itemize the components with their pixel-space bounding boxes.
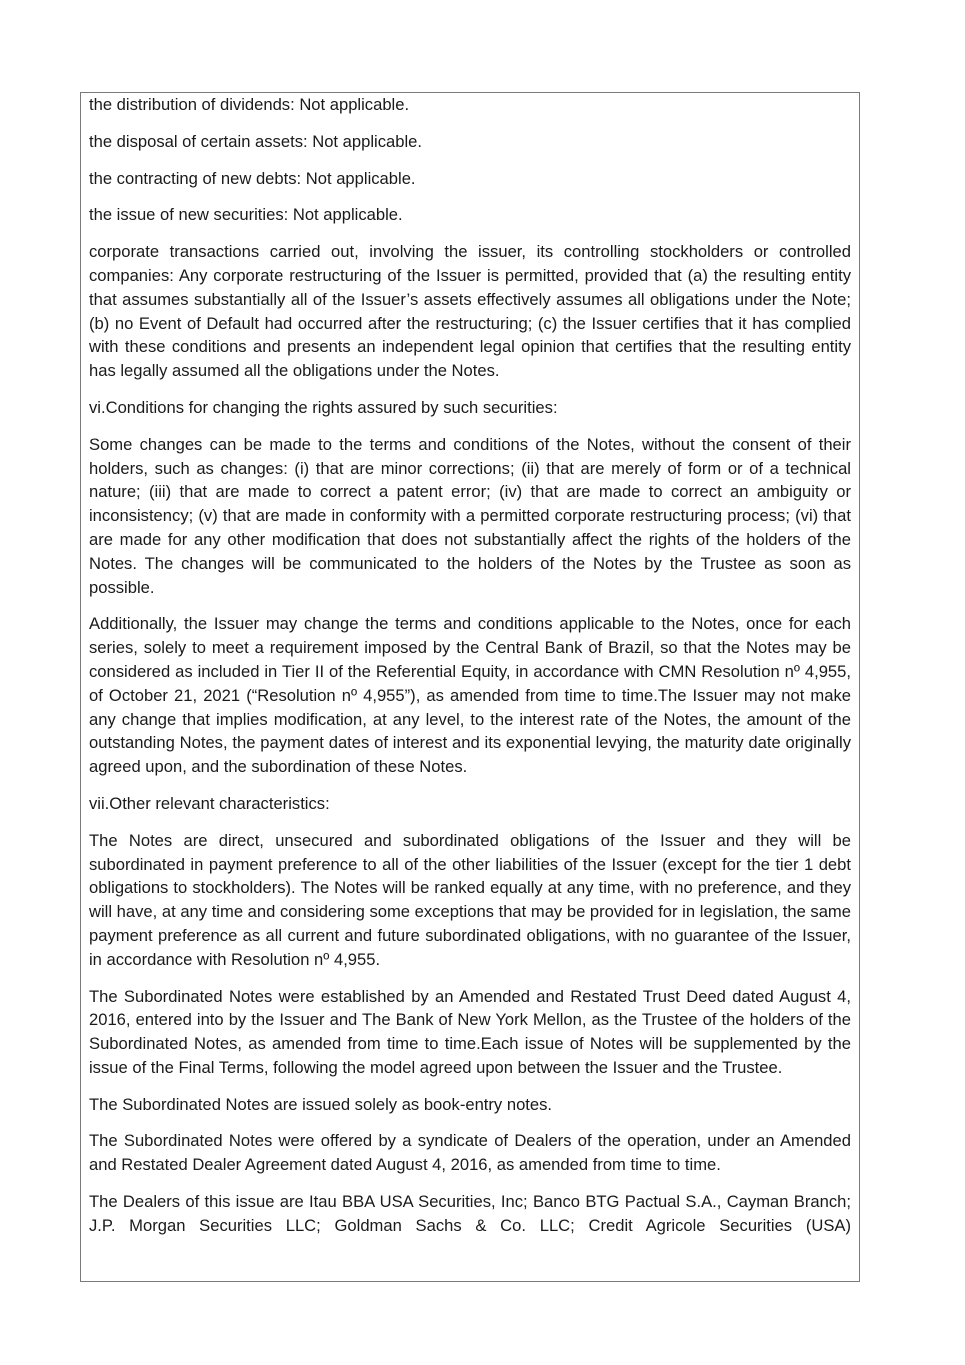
paragraph-additional-changes: Additionally, the Issuer may change the terms and conditions applicable to the Notes, once for each series, solely to meet a requirement imposed by the Central Bank of Brazil, so that the Notes may be considered as included in Tier II of the Referential Equity, in accordance with CMN Resolution nº 4,955, of October 21, 2021 (“Resolution nº 4,955”), as amended from time to time.The Issuer may not make any change that implies modification, at any level, to the interest rate of the Notes, the amount of the outstanding Notes, the payment dates of interest and its exponential levying, the maturity date originally agreed upon, and the subordination of these Notes. bbox=[89, 614, 851, 777]
section-heading-vi: vi.Conditions for changing the rights assured by such securities: bbox=[89, 397, 558, 417]
document-body bbox=[81, 93, 859, 1238]
paragraph-new-debts: the contracting of new debts: Not applicable. bbox=[89, 168, 416, 188]
paragraph-notes-ranking: The Notes are direct, unsecured and subordinated obligations of the Issuer and they will be subordinated in payment preference to all of the other liabilities of the Issuer (except for the tier 1 debt obligations to stockholders). The Notes will be ranked equally at any time, with no preference, and they will have, at any time and considering some exceptions that may be provided for in legislation, the same payment preference as all current and future subordinated obligations, with no guarantee of the Issuer, in accordance with Resolution nº 4,955. bbox=[89, 830, 851, 969]
paragraph-trust-deed: The Subordinated Notes were established by an Amended and Restated Trust Deed dated August 4, 2016, entered into by the Issuer and The Bank of New York Mellon, as the Trustee of the holders of the Subordinated Notes, as amended from time to time.Each issue of Notes will be supplemented by the issue of the Final Terms, following the model agreed upon between the Issuer and the Trustee. bbox=[89, 986, 851, 1077]
paragraph-dividends: the distribution of dividends: Not applicable. bbox=[89, 95, 410, 114]
paragraph-book-entry: The Subordinated Notes are issued solely as book-entry notes. bbox=[89, 1094, 553, 1114]
paragraph-changes: Some changes can be made to the terms and conditions of the Notes, without the consent of their holders, such as changes: (i) that are minor corrections; (ii) that are merely of form or of a technical nature; (iii) that are made to correct a patent error; (iv) that are made to correct an ambiguity or inconsistency; (v) that are made in conformity with a permitted corporate restructuring process; (vi) that are made for any other modification that does not substantially affect the rights of the holders of the Notes. The changes will be communicated to the holders of the Notes by the Trustee as soon as possible. bbox=[89, 434, 851, 597]
paragraph-disposal-assets: the disposal of certain assets: Not applicable. bbox=[89, 131, 422, 151]
section-heading-vii: vii.Other relevant characteristics: bbox=[89, 793, 330, 813]
paragraph-dealer-agreement: The Subordinated Notes were offered by a syndicate of Dealers of the operation, under an Amended and Restated Dealer Agreement dated August 4, 2016, as amended from time to time. bbox=[89, 1131, 851, 1175]
paragraph-new-securities: the issue of new securities: Not applicable. bbox=[89, 205, 403, 225]
document-frame bbox=[80, 92, 860, 1282]
paragraph-corporate-transactions: corporate transactions carried out, involving the issuer, its controlling stockholders or controlled companies: Any corporate restructuring of the Issuer is permitted, provided that (a) the resulting entity that assumes substantially all of the Issuer’s assets effectively assumes all obligations under the Note; (b) no Event of Default had occurred after the restructuring; (c) the Issuer certifies that it has complied with these conditions and presents an independent legal opinion that certifies that the resulting entity has legally assumed all the obligations under the Notes. bbox=[89, 242, 851, 381]
paragraph-dealers: The Dealers of this issue are Itau BBA USA Securities, Inc; Banco BTG Pactual S.A., Cayman Branch; J.P. Morgan Securities LLC; Goldman Sachs & Co. LLC; Credit Agricole Securities (USA) bbox=[89, 1192, 851, 1235]
